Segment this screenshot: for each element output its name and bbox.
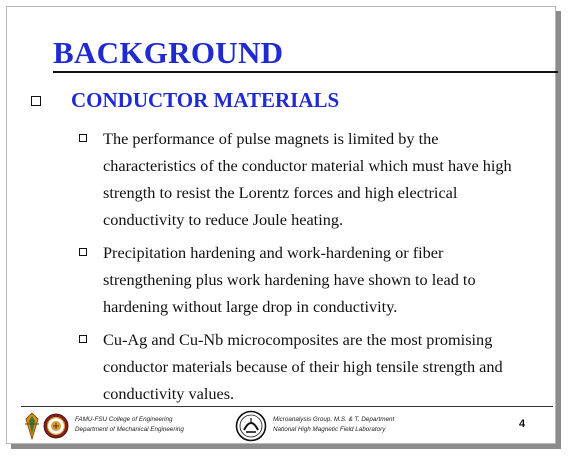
footer-college-info — [75, 415, 184, 435]
footer-department-name: Department of Mechanical Engineering — [75, 426, 184, 433]
bullet-text: The performance of pulse magnets is limited by the characteristics of the conductor material which must have high strength to resist the Lorentz forces and high electrical conductivity to reduce Joule heating. — [103, 129, 512, 229]
list-item — [79, 239, 519, 320]
hollow-square-icon — [79, 335, 87, 343]
footer-lab-name: National High Magnetic Field Laboratory — [273, 426, 386, 433]
famu-logo-icon — [23, 412, 41, 440]
footer-college-name: FAMU-FSU College of Engineering — [75, 416, 173, 423]
footer — [21, 410, 553, 444]
title-underline — [53, 71, 558, 73]
slide — [6, 6, 556, 444]
footer-divider — [21, 406, 553, 407]
fsu-seal-icon — [43, 413, 69, 439]
hollow-square-icon — [31, 96, 41, 106]
footer-group-name: Microanalysis Group, M.S. & T. Department — [273, 416, 395, 423]
hollow-square-icon — [79, 248, 87, 256]
bullet-list — [79, 125, 519, 413]
bullet-text: Cu-Ag and Cu-Nb microcomposites are the most promising conductor materials because of their high tensile strength and conductivity values. — [103, 330, 503, 403]
slide-title: BACKGROUND — [53, 35, 284, 70]
nhmfl-logo-icon — [235, 410, 267, 442]
hollow-square-icon — [79, 134, 87, 142]
footer-lab-info — [273, 415, 394, 435]
list-item — [79, 125, 519, 233]
bullet-text: Precipitation hardening and work-hardening or fiber strengthening plus work hardening have shown to lead to hardening without large drop in conductivity. — [103, 243, 476, 316]
list-item — [79, 326, 519, 407]
section-title: CONDUCTOR MATERIALS — [71, 88, 340, 112]
page-number: 4 — [518, 418, 526, 430]
